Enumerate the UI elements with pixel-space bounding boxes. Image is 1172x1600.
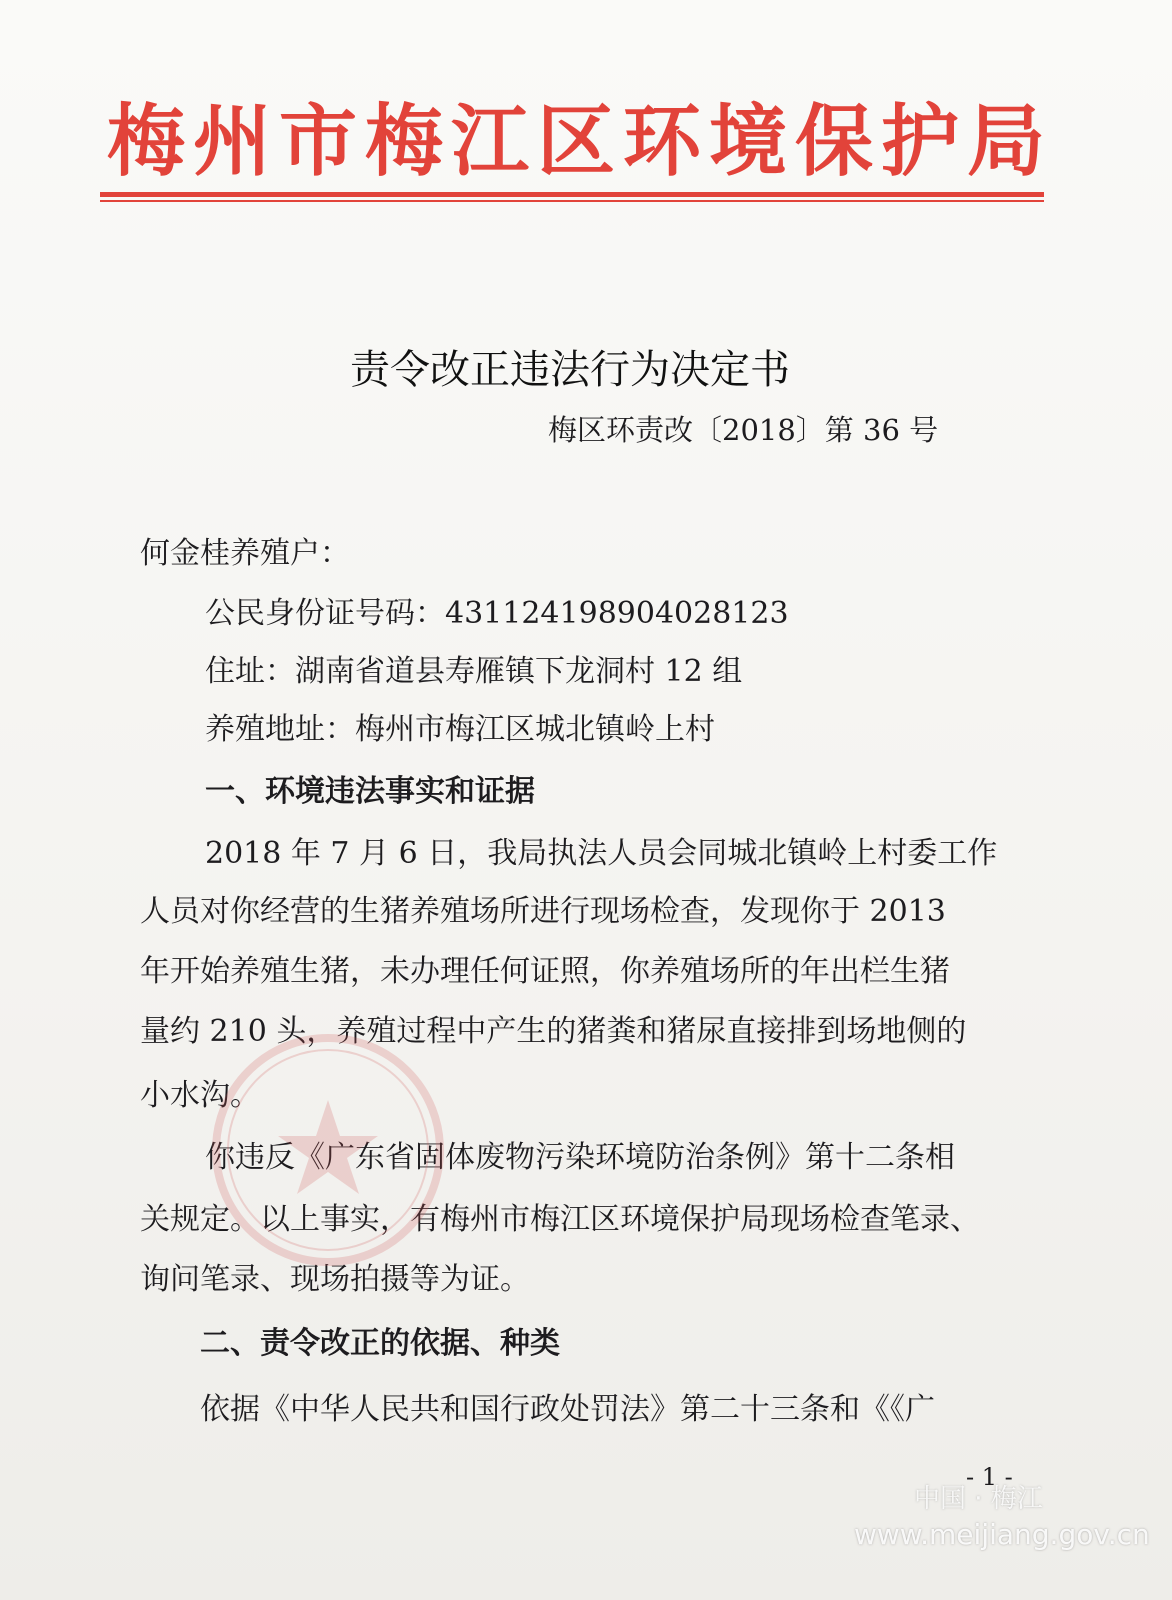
section-1-para-2-line-2: 关规定。以上事实，有梅州市梅江区环境保护局现场检查笔录、	[140, 1202, 980, 1237]
addressee: 何金桂养殖户：	[140, 536, 350, 571]
section-2-heading: 二、责令改正的依据、种类	[200, 1326, 560, 1361]
letterhead-rule-thick	[100, 192, 1044, 197]
section-1-para-2-line-1: 你违反《广东省固体废物污染环境防治条例》第十二条相	[205, 1140, 955, 1175]
farm-address-line: 养殖地址：梅州市梅江区城北镇岭上村	[205, 712, 715, 747]
section-1-para-2-line-3: 询问笔录、现场拍摄等为证。	[140, 1262, 530, 1297]
section-1-para-1-line-2: 人员对你经营的生猪养殖场所进行现场检查，发现你于 2013	[140, 894, 946, 929]
watermark-url: www.meijiang.gov.cn	[854, 1518, 1150, 1551]
watermark-site-name: 中国 · 梅江	[914, 1484, 1043, 1514]
section-2-para-1-line-1: 依据《中华人民共和国行政处罚法》第二十三条和《《广	[200, 1392, 935, 1427]
section-1-para-1-line-5: 小水沟。	[140, 1078, 260, 1113]
agency-letterhead-title: 梅州市梅江区环境保护局	[106, 96, 1053, 187]
letterhead-rule-thin	[100, 200, 1044, 202]
id-number-line: 公民身份证号码：431124198904028123	[205, 596, 789, 631]
page-number: - 1 -	[966, 1463, 1013, 1491]
document-number: 梅区环责改〔2018〕第 36 号	[548, 413, 939, 447]
section-1-para-1-line-1: 2018 年 7 月 6 日，我局执法人员会同城北镇岭上村委工作	[205, 836, 998, 871]
official-seal-icon	[208, 1030, 448, 1270]
section-1-para-1-line-3: 年开始养殖生猪，未办理任何证照，你养殖场所的年出栏生猪	[140, 954, 950, 989]
document-title: 责令改正违法行为决定书	[350, 347, 790, 393]
section-1-para-1-line-4: 量约 210 头，养殖过程中产生的猪粪和猪尿直接排到场地侧的	[140, 1014, 967, 1049]
residence-address-line: 住址：湖南省道县寿雁镇下龙洞村 12 组	[205, 654, 743, 689]
section-1-heading: 一、环境违法事实和证据	[205, 774, 535, 809]
